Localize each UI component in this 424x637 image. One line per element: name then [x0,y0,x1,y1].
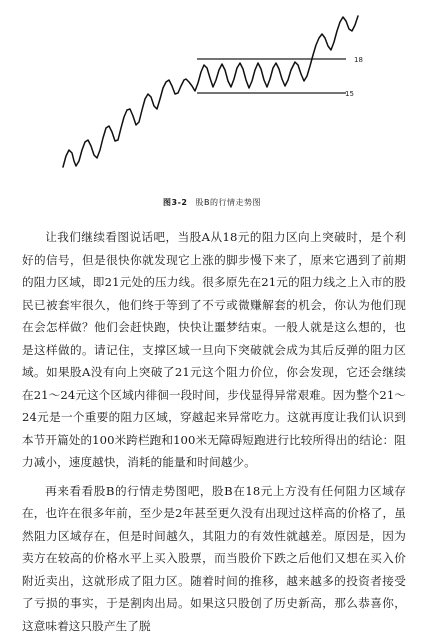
paragraph: 让我们继续看图说话吧，当股A从18元的阻力区向上突破时，是个利好的信号，但是很快你就发现它上涨的脚步慢下来了，原来它遇到了前期的阻力区域，即21元处的压力线。很多原先在21元的阻力线之上入市的股民已被套牢很久，他们终于等到了不亏或微赚解套的机会，你认为他们现在会怎样做？他们会赶快跑，快快让噩梦结束。一般人就是这么想的，也是这样做的。请记住，支撑区域一旦向下突破就会成为其后反弹的阻力区域。如果股A没有向上突破了21元这个阻力价位，你会发现，它还会继续在21～24元这个区域内徘徊一段时间，步伐显得异常艰难。因为整个21～24元是一个重要的阻力区域，穿越起来异常吃力。这就再度让我们认识到本节开篇处的100米跨栏跑和100米无障碍短跑进行比较所得出的结论：阻力减小，速度越快，消耗的能量和时间越少。 [22,226,406,474]
stock-b-trend-chart [0,0,424,205]
figure-caption [0,197,424,208]
paragraph: 再来看看股B的行情走势图吧，股B在18元上方没有任何阻力区域存在，也许在很多年前，至少是2年甚至更久没有出现过这样高的价格了，虽然阻力区域存在，但是时间越久，其阻力的有效性就越差。原因是，因为卖方在较高的价格水平上买入股票，而当股价下跌之后他们又想在买入价附近卖出，这就形成了阻力区。随着时间的推移，越来越多的投资者接受了亏损的事实，于是割肉出局。如果这只股创了历史新高，那么恭喜你，这意味着这只股产生了脱 [22,480,406,637]
figure-title: 股B的行情走势图 [195,198,261,207]
price-trend-curve [63,16,358,167]
level-label-15: 15 [345,90,354,98]
level-label-18: 18 [354,56,363,64]
body-text [22,226,406,637]
figure-number: 图3-2 [163,198,187,207]
